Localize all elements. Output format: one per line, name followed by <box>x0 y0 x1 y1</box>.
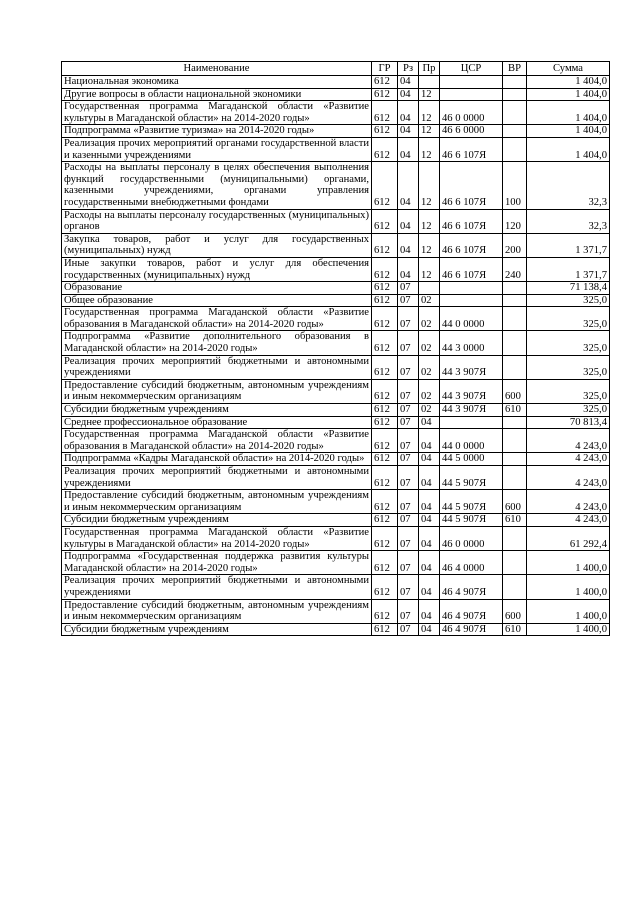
cell-pr: 04 <box>419 466 440 490</box>
cell-sum: 32,3 <box>527 162 610 209</box>
cell-pr: 12 <box>419 101 440 125</box>
cell-pr: 04 <box>419 514 440 527</box>
cell-pr: 04 <box>419 623 440 636</box>
cell-sum: 325,0 <box>527 307 610 331</box>
cell-pr: 02 <box>419 379 440 403</box>
cell-pr: 12 <box>419 162 440 209</box>
cell-rz: 07 <box>398 307 419 331</box>
cell-gr: 612 <box>372 257 398 281</box>
cell-csr: 44 3 0000 <box>440 331 503 355</box>
table-row <box>62 551 610 575</box>
cell-vr <box>503 125 527 138</box>
table-row <box>62 257 610 281</box>
cell-gr: 612 <box>372 404 398 417</box>
cell-rz: 07 <box>398 526 419 550</box>
cell-vr <box>503 466 527 490</box>
cell-rz: 04 <box>398 162 419 209</box>
cell-rz: 07 <box>398 429 419 453</box>
cell-rz: 04 <box>398 137 419 161</box>
cell-vr <box>503 575 527 599</box>
header-pr: Пр <box>419 62 440 76</box>
cell-sum: 325,0 <box>527 355 610 379</box>
cell-csr <box>440 282 503 295</box>
table-row <box>62 209 610 233</box>
cell-rz: 04 <box>398 209 419 233</box>
cell-name: Подпрограмма «Развитие туризма» на 2014-2020 годы» <box>62 125 372 138</box>
cell-gr: 612 <box>372 623 398 636</box>
cell-name: Предоставление субсидий бюджетным, автономным учреждениям и иным некоммерческим организациям <box>62 599 372 623</box>
table-row <box>62 137 610 161</box>
table-row <box>62 453 610 466</box>
cell-gr: 612 <box>372 162 398 209</box>
cell-vr <box>503 526 527 550</box>
cell-vr <box>503 88 527 101</box>
cell-rz: 07 <box>398 575 419 599</box>
table-row <box>62 101 610 125</box>
cell-name: Реализация прочих мероприятий органами государственной власти и казенными учреждениями <box>62 137 372 161</box>
cell-name: Предоставление субсидий бюджетным, автономным учреждениям и иным некоммерческим организациям <box>62 379 372 403</box>
cell-pr: 02 <box>419 355 440 379</box>
header-sum: Сумма <box>527 62 610 76</box>
cell-csr: 44 0 0000 <box>440 429 503 453</box>
cell-sum: 71 138,4 <box>527 282 610 295</box>
cell-csr: 44 5 0000 <box>440 453 503 466</box>
cell-gr: 612 <box>372 416 398 429</box>
cell-pr: 12 <box>419 88 440 101</box>
cell-gr: 612 <box>372 137 398 161</box>
cell-csr: 46 4 907Я <box>440 623 503 636</box>
cell-name: Общее образование <box>62 294 372 307</box>
cell-name: Реализация прочих мероприятий бюджетными и автономными учреждениями <box>62 466 372 490</box>
cell-csr: 46 0 0000 <box>440 101 503 125</box>
cell-sum: 4 243,0 <box>527 453 610 466</box>
cell-vr <box>503 416 527 429</box>
cell-rz: 07 <box>398 490 419 514</box>
cell-name: Государственная программа Магаданской области «Развитие культуры в Магаданской области» на 2014-2020 годы» <box>62 526 372 550</box>
cell-vr <box>503 307 527 331</box>
cell-name: Иные закупки товаров, работ и услуг для обеспечения государственных (муниципальных) нужд <box>62 257 372 281</box>
header-csr: ЦСР <box>440 62 503 76</box>
cell-pr: 04 <box>419 453 440 466</box>
cell-name: Реализация прочих мероприятий бюджетными и автономными учреждениями <box>62 575 372 599</box>
cell-gr: 612 <box>372 429 398 453</box>
cell-rz: 07 <box>398 551 419 575</box>
cell-sum: 1 371,7 <box>527 257 610 281</box>
header-name: Наименование <box>62 62 372 76</box>
cell-csr: 44 5 907Я <box>440 466 503 490</box>
cell-rz: 07 <box>398 599 419 623</box>
cell-pr: 04 <box>419 575 440 599</box>
cell-rz: 04 <box>398 88 419 101</box>
cell-vr <box>503 429 527 453</box>
cell-csr: 46 6 107Я <box>440 257 503 281</box>
cell-gr: 612 <box>372 514 398 527</box>
cell-sum: 61 292,4 <box>527 526 610 550</box>
cell-pr: 12 <box>419 137 440 161</box>
cell-pr: 04 <box>419 599 440 623</box>
cell-name: Подпрограмма «Кадры Магаданской области» на 2014-2020 годы» <box>62 453 372 466</box>
cell-gr: 612 <box>372 453 398 466</box>
cell-vr <box>503 137 527 161</box>
cell-name: Государственная программа Магаданской области «Развитие культуры в Магаданской области» на 2014-2020 годы» <box>62 101 372 125</box>
cell-sum: 1 404,0 <box>527 88 610 101</box>
cell-vr <box>503 294 527 307</box>
cell-sum: 325,0 <box>527 379 610 403</box>
cell-gr: 612 <box>372 282 398 295</box>
table-row <box>62 125 610 138</box>
cell-csr: 44 3 907Я <box>440 355 503 379</box>
document-page <box>61 61 609 636</box>
cell-csr: 44 5 907Я <box>440 490 503 514</box>
cell-gr: 612 <box>372 294 398 307</box>
table-row <box>62 526 610 550</box>
cell-csr: 46 6 107Я <box>440 137 503 161</box>
cell-name: Подпрограмма «Государственная поддержка развития культуры Магаданской области» на 2014-2020 годы» <box>62 551 372 575</box>
cell-vr: 200 <box>503 233 527 257</box>
cell-csr <box>440 88 503 101</box>
cell-gr: 612 <box>372 101 398 125</box>
cell-vr: 100 <box>503 162 527 209</box>
cell-pr: 04 <box>419 429 440 453</box>
cell-vr <box>503 453 527 466</box>
cell-name: Среднее профессиональное образование <box>62 416 372 429</box>
cell-csr: 46 4 907Я <box>440 575 503 599</box>
table-row <box>62 294 610 307</box>
cell-vr: 600 <box>503 490 527 514</box>
cell-rz: 07 <box>398 379 419 403</box>
cell-sum: 70 813,4 <box>527 416 610 429</box>
table-row <box>62 466 610 490</box>
cell-vr: 120 <box>503 209 527 233</box>
cell-pr <box>419 76 440 89</box>
table-header-row <box>62 62 610 76</box>
cell-pr <box>419 282 440 295</box>
cell-rz: 04 <box>398 101 419 125</box>
header-vr: ВР <box>503 62 527 76</box>
cell-pr: 02 <box>419 331 440 355</box>
cell-name: Расходы на выплаты персоналу государственных (муниципальных) органов <box>62 209 372 233</box>
cell-sum: 1 400,0 <box>527 551 610 575</box>
table-row <box>62 429 610 453</box>
cell-sum: 1 400,0 <box>527 599 610 623</box>
cell-gr: 612 <box>372 466 398 490</box>
cell-vr <box>503 355 527 379</box>
cell-gr: 612 <box>372 575 398 599</box>
table-row <box>62 404 610 417</box>
cell-csr: 44 0 0000 <box>440 307 503 331</box>
cell-rz: 07 <box>398 331 419 355</box>
cell-gr: 612 <box>372 331 398 355</box>
table-row <box>62 575 610 599</box>
cell-gr: 612 <box>372 355 398 379</box>
cell-rz: 07 <box>398 514 419 527</box>
cell-name: Реализация прочих мероприятий бюджетными и автономными учреждениями <box>62 355 372 379</box>
cell-vr: 600 <box>503 379 527 403</box>
cell-name: Другие вопросы в области национальной экономики <box>62 88 372 101</box>
cell-sum: 1 404,0 <box>527 101 610 125</box>
cell-sum: 325,0 <box>527 294 610 307</box>
cell-pr: 12 <box>419 125 440 138</box>
cell-gr: 612 <box>372 125 398 138</box>
cell-vr: 610 <box>503 623 527 636</box>
cell-rz: 07 <box>398 404 419 417</box>
cell-name: Субсидии бюджетным учреждениям <box>62 514 372 527</box>
header-gr: ГР <box>372 62 398 76</box>
table-row <box>62 76 610 89</box>
cell-vr <box>503 76 527 89</box>
cell-pr: 02 <box>419 294 440 307</box>
cell-rz: 07 <box>398 453 419 466</box>
cell-vr: 610 <box>503 514 527 527</box>
cell-rz: 04 <box>398 125 419 138</box>
cell-csr: 46 6 107Я <box>440 233 503 257</box>
table-row <box>62 233 610 257</box>
cell-sum: 4 243,0 <box>527 514 610 527</box>
cell-pr: 12 <box>419 233 440 257</box>
cell-sum: 32,3 <box>527 209 610 233</box>
cell-csr: 46 4 907Я <box>440 599 503 623</box>
cell-gr: 612 <box>372 307 398 331</box>
cell-pr: 04 <box>419 416 440 429</box>
cell-csr: 46 6 107Я <box>440 162 503 209</box>
cell-pr: 02 <box>419 307 440 331</box>
cell-sum: 4 243,0 <box>527 490 610 514</box>
cell-csr: 46 6 107Я <box>440 209 503 233</box>
cell-rz: 04 <box>398 257 419 281</box>
cell-gr: 612 <box>372 209 398 233</box>
cell-sum: 325,0 <box>527 331 610 355</box>
cell-pr: 04 <box>419 551 440 575</box>
table-row <box>62 282 610 295</box>
cell-vr <box>503 101 527 125</box>
cell-rz: 07 <box>398 623 419 636</box>
table-row <box>62 416 610 429</box>
cell-sum: 1 404,0 <box>527 137 610 161</box>
cell-sum: 1 371,7 <box>527 233 610 257</box>
table-row <box>62 623 610 636</box>
cell-vr <box>503 551 527 575</box>
cell-name: Национальная экономика <box>62 76 372 89</box>
cell-name: Образование <box>62 282 372 295</box>
cell-csr: 44 3 907Я <box>440 379 503 403</box>
cell-sum: 1 400,0 <box>527 575 610 599</box>
cell-csr: 46 6 0000 <box>440 125 503 138</box>
table-row <box>62 355 610 379</box>
cell-gr: 612 <box>372 490 398 514</box>
cell-sum: 1 400,0 <box>527 623 610 636</box>
cell-sum: 4 243,0 <box>527 466 610 490</box>
cell-pr: 12 <box>419 209 440 233</box>
cell-csr <box>440 294 503 307</box>
cell-sum: 325,0 <box>527 404 610 417</box>
cell-vr <box>503 282 527 295</box>
cell-name: Государственная программа Магаданской области «Развитие образования в Магаданской области» на 2014-2020 годы» <box>62 429 372 453</box>
table-row <box>62 490 610 514</box>
table-row <box>62 379 610 403</box>
cell-name: Закупка товаров, работ и услуг для государственных (муниципальных) нужд <box>62 233 372 257</box>
cell-sum: 1 404,0 <box>527 76 610 89</box>
cell-rz: 04 <box>398 76 419 89</box>
cell-gr: 612 <box>372 599 398 623</box>
cell-gr: 612 <box>372 526 398 550</box>
cell-gr: 612 <box>372 76 398 89</box>
cell-name: Расходы на выплаты персоналу в целях обеспечения выполнения функций государственными (муниципальными) органами, казенными учреждениями, органами управления государственными внебюджетными фондами <box>62 162 372 209</box>
cell-vr: 600 <box>503 599 527 623</box>
cell-name: Государственная программа Магаданской области «Развитие образования в Магаданской области» на 2014-2020 годы» <box>62 307 372 331</box>
cell-csr: 46 4 0000 <box>440 551 503 575</box>
table-row <box>62 331 610 355</box>
cell-rz: 07 <box>398 355 419 379</box>
cell-rz: 07 <box>398 294 419 307</box>
cell-rz: 04 <box>398 233 419 257</box>
budget-table <box>61 61 610 636</box>
cell-sum: 1 404,0 <box>527 125 610 138</box>
cell-pr: 12 <box>419 257 440 281</box>
cell-rz: 07 <box>398 466 419 490</box>
cell-sum: 4 243,0 <box>527 429 610 453</box>
cell-csr <box>440 416 503 429</box>
cell-csr: 46 0 0000 <box>440 526 503 550</box>
cell-gr: 612 <box>372 379 398 403</box>
cell-name: Предоставление субсидий бюджетным, автономным учреждениям и иным некоммерческим организациям <box>62 490 372 514</box>
cell-gr: 612 <box>372 88 398 101</box>
cell-csr: 44 5 907Я <box>440 514 503 527</box>
cell-vr: 240 <box>503 257 527 281</box>
table-row <box>62 307 610 331</box>
cell-pr: 04 <box>419 490 440 514</box>
cell-pr: 04 <box>419 526 440 550</box>
cell-rz: 07 <box>398 416 419 429</box>
cell-csr <box>440 76 503 89</box>
header-rz: Рз <box>398 62 419 76</box>
cell-rz: 07 <box>398 282 419 295</box>
cell-pr: 02 <box>419 404 440 417</box>
cell-csr: 44 3 907Я <box>440 404 503 417</box>
table-row <box>62 162 610 209</box>
cell-vr <box>503 331 527 355</box>
cell-gr: 612 <box>372 233 398 257</box>
cell-name: Субсидии бюджетным учреждениям <box>62 404 372 417</box>
cell-name: Подпрограмма «Развитие дополнительного образования в Магаданской области» на 2014-2020 годы» <box>62 331 372 355</box>
cell-gr: 612 <box>372 551 398 575</box>
cell-name: Субсидии бюджетным учреждениям <box>62 623 372 636</box>
table-row <box>62 514 610 527</box>
table-row <box>62 88 610 101</box>
table-body <box>62 76 610 636</box>
table-row <box>62 599 610 623</box>
cell-vr: 610 <box>503 404 527 417</box>
